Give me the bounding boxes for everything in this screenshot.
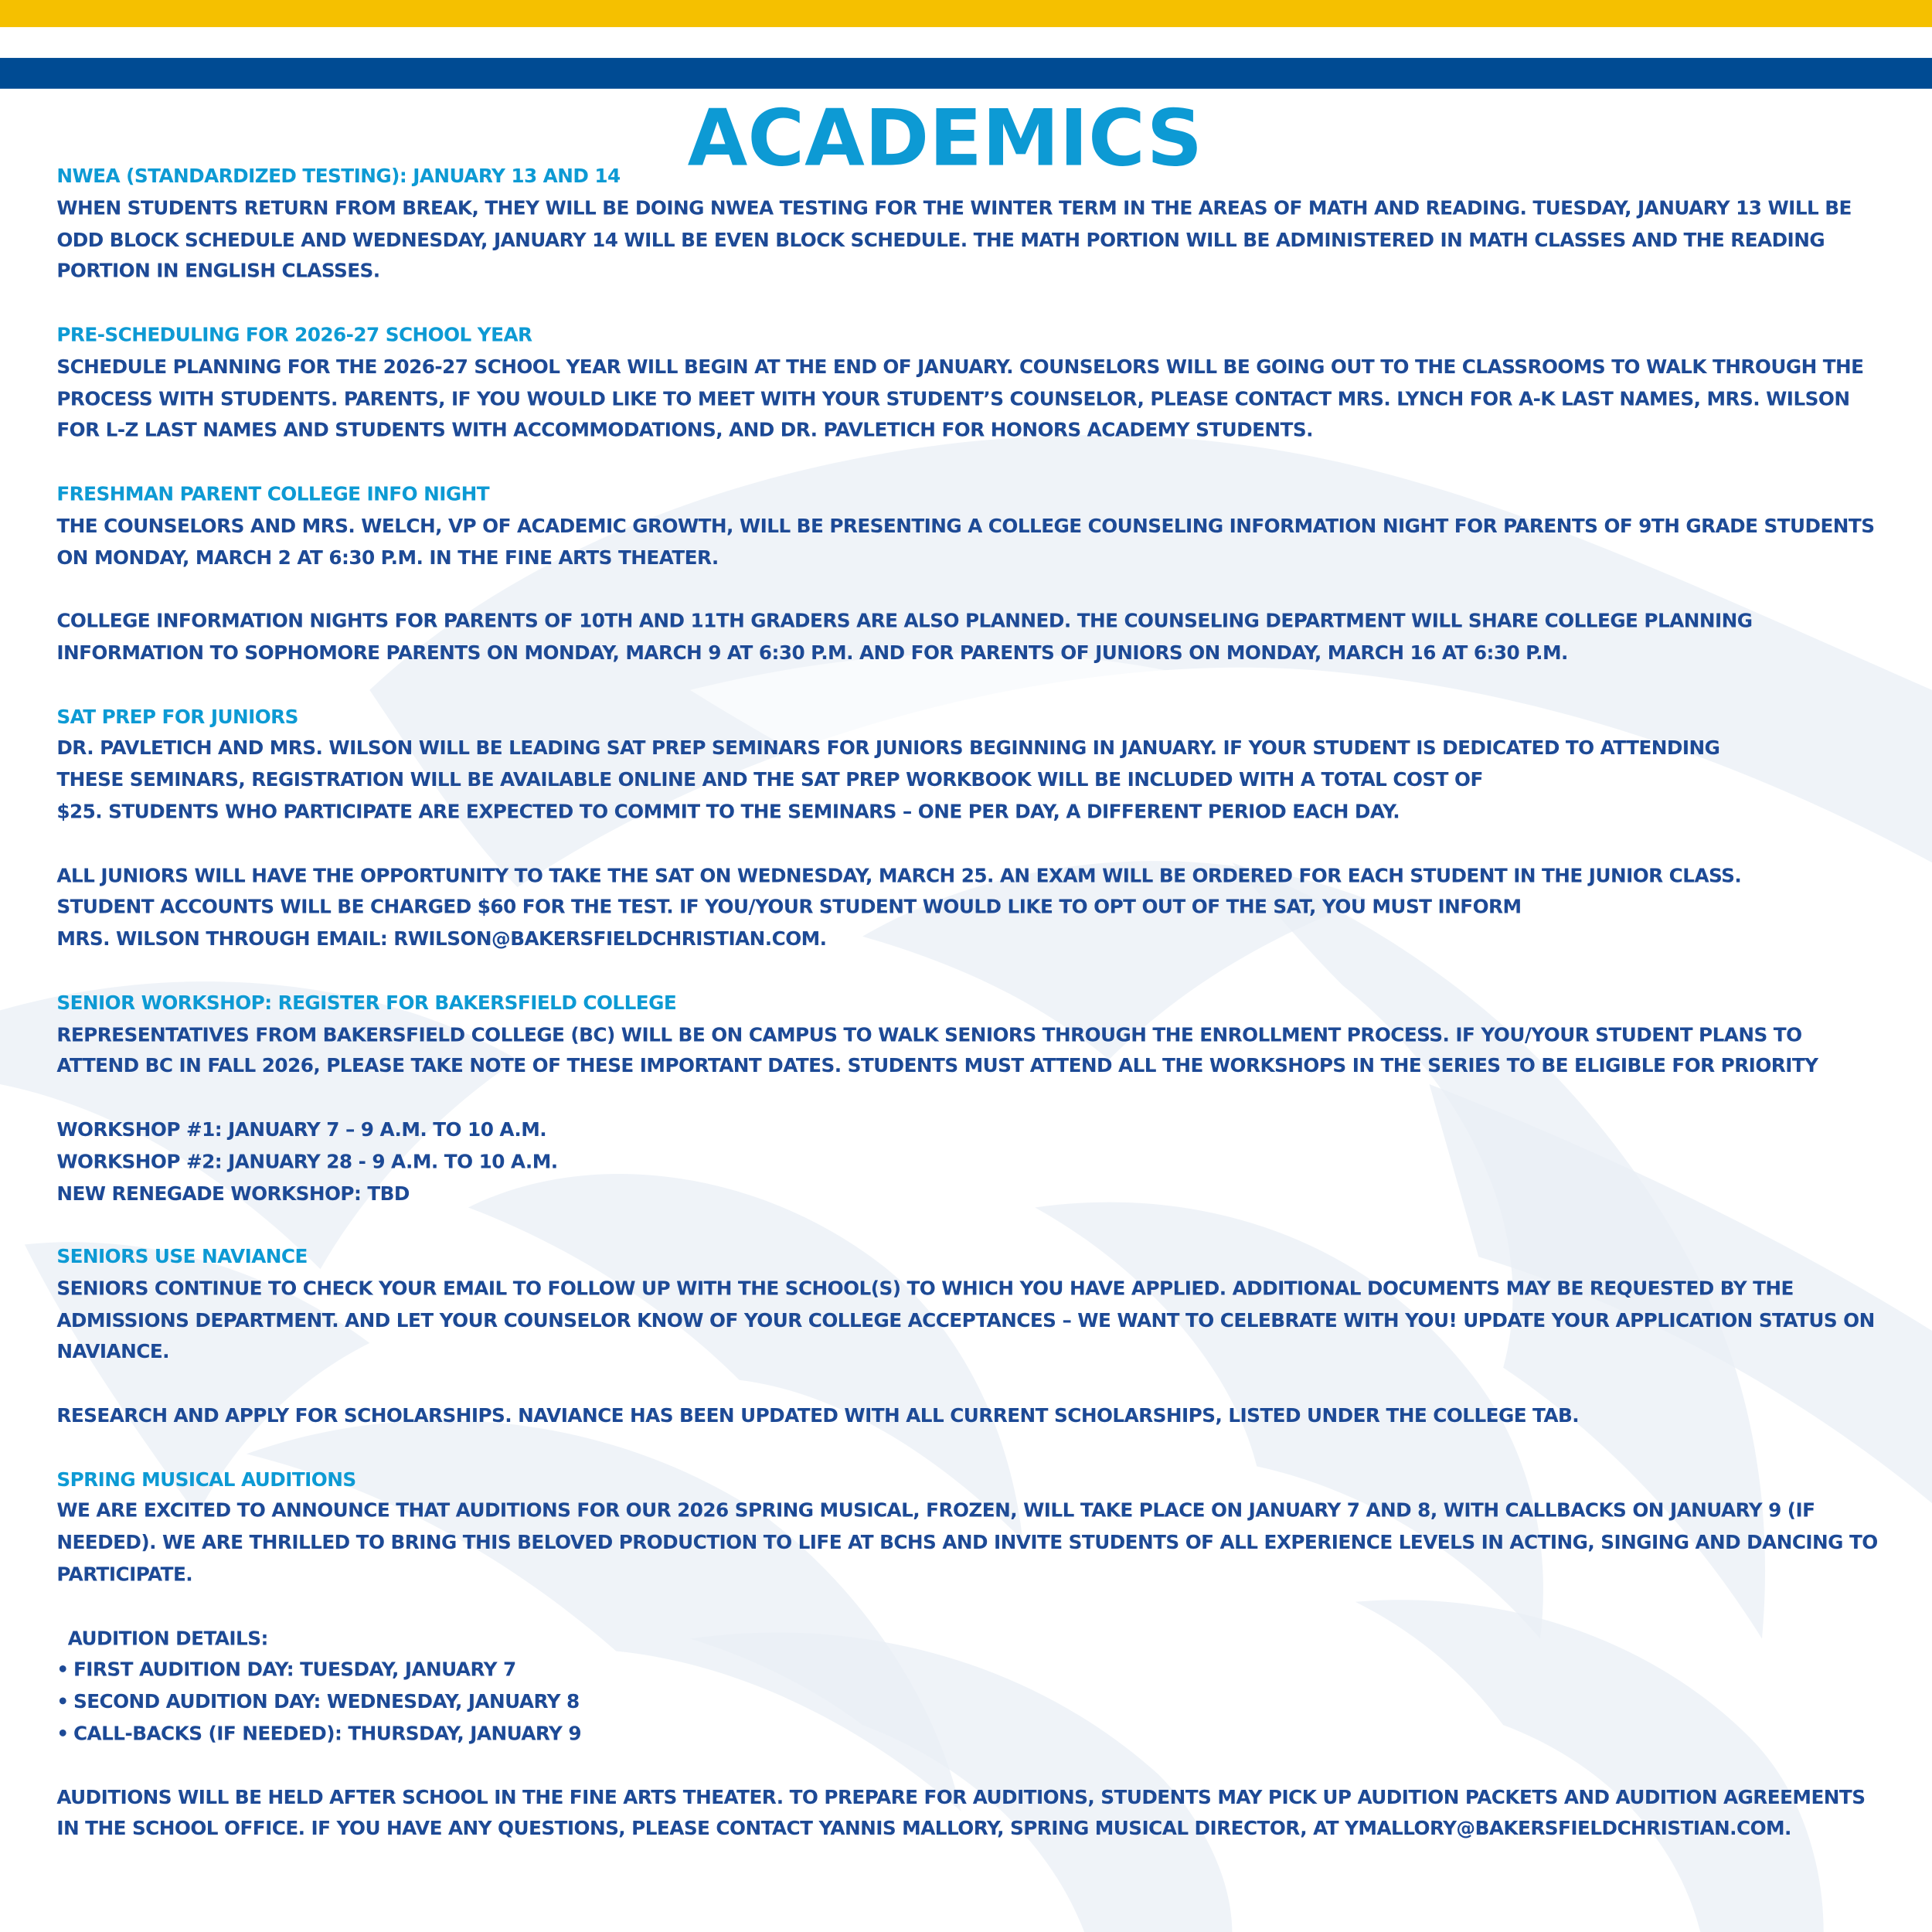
audition-details-list xyxy=(56,1655,1880,1750)
spacer xyxy=(56,288,1880,320)
audition-detail-text: SECOND AUDITION DAY: WEDNESDAY, JANUARY 8 xyxy=(73,1690,580,1713)
audition-details-label: AUDITION DETAILS: xyxy=(67,1627,268,1650)
senior-workshop-body: REPRESENTATIVES FROM BAKERSFIELD COLLEGE (BC) WILL BE ON CAMPUS TO WALK SENIORS THROUGH THE ENROLLMENT PROCESS. IF YOU/YOUR STUDENT PLANS TO ATTEND BC IN FALL 2026, PLEASE TAKE NOTE OF THESE IMPORTANT DATES. STUDENTS MUST ATTEND ALL THE WORKSHOPS IN THE SERIES TO BE ELIGIBLE FOR PRIORITY xyxy=(56,1023,1818,1077)
audition-detail-text: CALL-BACKS (IF NEEDED): THURSDAY, JANUARY 9 xyxy=(73,1723,582,1745)
section-heading-musical: SPRING MUSICAL AUDITIONS xyxy=(56,1468,356,1491)
sat-body-1-line-3: $25. STUDENTS WHO PARTICIPATE ARE EXPECTED TO COMMIT TO THE SEMINARS – ONE PER DAY, A DIFFERENT PERIOD EACH DAY. xyxy=(56,801,1400,823)
sat-body-1-line-2: THESE SEMINARS, REGISTRATION WILL BE AVAILABLE ONLINE AND THE SAT PREP WORKBOOK WILL BE INCLUDED WITH A TOTAL COST OF xyxy=(56,769,1483,791)
sat-body-1-line-1: DR. PAVLETICH AND MRS. WILSON WILL BE LEADING SAT PREP SEMINARS FOR JUNIORS BEGINNING IN JANUARY. IF YOUR STUDENT IS DEDICATED TO ATTENDING xyxy=(56,736,1720,760)
workshop-item: NEW RENEGADE WORKSHOP: TBD xyxy=(56,1182,410,1205)
spacer xyxy=(56,447,1880,479)
section-heading-freshman: FRESHMAN PARENT COLLEGE INFO NIGHT xyxy=(56,482,490,505)
bullet-icon: • xyxy=(56,1690,69,1713)
spacer xyxy=(56,1433,1880,1464)
list-item xyxy=(56,1719,1880,1750)
bullet-icon: • xyxy=(56,1723,69,1745)
section-heading-naviance: SENIORS USE NAVIANCE xyxy=(56,1246,308,1268)
sat-body-2-line-3: MRS. WILSON THROUGH EMAIL: RWILSON@BAKERSFIELDCHRISTIAN.COM. xyxy=(56,927,827,951)
sat-body-2-line-1: ALL JUNIORS WILL HAVE THE OPPORTUNITY TO TAKE THE SAT ON WEDNESDAY, MARCH 25. AN EXAM WILL BE ORDERED FOR EACH STUDENT IN THE JUNIOR CLASS. xyxy=(56,864,1742,887)
gold-stripe xyxy=(0,0,1932,27)
page-title: ACADEMICS xyxy=(687,94,1203,184)
list-item xyxy=(56,1687,1880,1719)
freshman-body-2: COLLEGE INFORMATION NIGHTS FOR PARENTS OF 10TH AND 11TH GRADERS ARE ALSO PLANNED. THE COUNSELING DEPARTMENT WILL SHARE COLLEGE PLANNING INFORMATION TO SOPHOMORE PARENTS ON MONDAY, MARCH 9 AT 6:30 P.M. AND FOR PARENTS OF JUNIORS ON MONDAY, MARCH 16 AT 6:30 P.M. xyxy=(56,610,1753,665)
section-heading-nwea: NWEA (STANDARDIZED TESTING): JANUARY 13 AND 14 xyxy=(56,165,621,188)
spacer xyxy=(56,1369,1880,1401)
spacer xyxy=(56,829,1880,861)
section-heading-prescheduling: PRE-SCHEDULING FOR 2026-27 SCHOOL YEAR xyxy=(56,324,532,346)
nwea-body: WHEN STUDENTS RETURN FROM BREAK, THEY WILL BE DOING NWEA TESTING FOR THE WINTER TERM IN THE AREAS OF MATH AND READING. TUESDAY, JANUARY 13 WILL BE ODD BLOCK SCHEDULE AND WEDNESDAY, JANUARY 14 WILL BE EVEN BLOCK SCHEDULE. THE MATH PORTION WILL BE ADMINISTERED IN MATH CLASSES AND THE READING PORTION IN ENGLISH CLASSES. xyxy=(56,196,1852,283)
spacer xyxy=(56,1210,1880,1242)
spacer xyxy=(56,670,1880,702)
prescheduling-body: SCHEDULE PLANNING FOR THE 2026-27 SCHOOL YEAR WILL BEGIN AT THE END OF JANUARY. COUNSELORS WILL BE GOING OUT TO THE CLASSROOMS TO WALK THROUGH THE PROCESS WITH STUDENTS. PARENTS, IF YOU WOULD LIKE TO MEET WITH YOUR STUDENT’S COUNSELOR, PLEASE CONTACT MRS. LYNCH FOR A-K LAST NAMES, MRS. WILSON FOR L-Z LAST NAMES AND STUDENTS WITH ACCOMMODATIONS, AND DR. PAVLETICH FOR HONORS ACADEMY STUDENTS. xyxy=(56,355,1864,442)
sat-body-2-line-2: STUDENT ACCOUNTS WILL BE CHARGED $60 FOR THE TEST. IF YOU/YOUR STUDENT WOULD LIKE TO OPT OUT OF THE SAT, YOU MUST INFORM xyxy=(56,896,1522,919)
spacer xyxy=(56,1750,1880,1782)
naviance-body-2: RESEARCH AND APPLY FOR SCHOLARSHIPS. NAVIANCE HAS BEEN UPDATED WITH ALL CURRENT SCHOLARSHIPS, LISTED UNDER THE COLLEGE TAB. xyxy=(56,1404,1580,1427)
musical-body-2: AUDITIONS WILL BE HELD AFTER SCHOOL IN THE FINE ARTS THEATER. TO PREPARE FOR AUDITIONS, STUDENTS MAY PICK UP AUDITION PACKETS AND AUDITION AGREEMENTS IN THE SCHOOL OFFICE. IF YOU HAVE ANY QUESTIONS, PLEASE CONTACT YANNIS MALLORY, SPRING MUSICAL DIRECTOR, AT YMALLORY@BAKERSFIELDCHRISTIAN.COM. xyxy=(56,1786,1866,1841)
spacer xyxy=(56,1592,1880,1624)
spacer xyxy=(56,1083,1880,1115)
list-item xyxy=(56,1655,1880,1687)
navy-stripe xyxy=(0,58,1932,89)
naviance-body-1: SENIORS CONTINUE TO CHECK YOUR EMAIL TO FOLLOW UP WITH THE SCHOOL(S) TO WHICH YOU HAVE APPLIED. ADDITIONAL DOCUMENTS MAY BE REQUESTED BY THE ADMISSIONS DEPARTMENT. AND LET YOUR COUNSELOR KNOW OF YOUR COLLEGE ACCEPTANCES – WE WANT TO CELEBRATE WITH YOU! UPDATE YOUR APPLICATION STATUS ON NAVIANCE. xyxy=(56,1277,1875,1364)
workshop-item: WORKSHOP #1: JANUARY 7 – 9 A.M. TO 10 A.M. xyxy=(56,1118,547,1141)
workshop-item: WORKSHOP #2: JANUARY 28 - 9 A.M. TO 10 A.M. xyxy=(56,1150,558,1173)
freshman-body-1: THE COUNSELORS AND MRS. WELCH, VP OF ACADEMIC GROWTH, WILL BE PRESENTING A COLLEGE COUNSELING INFORMATION NIGHT FOR PARENTS OF 9TH GRADE STUDENTS ON MONDAY, MARCH 2 AT 6:30 P.M. IN THE FINE ARTS THEATER. xyxy=(56,515,1875,569)
content-body xyxy=(56,162,1880,1846)
spacer xyxy=(56,575,1880,607)
audition-detail-text: FIRST AUDITION DAY: TUESDAY, JANUARY 7 xyxy=(73,1658,516,1682)
spacer xyxy=(56,956,1880,988)
section-heading-sat: SAT PREP FOR JUNIORS xyxy=(56,705,298,728)
musical-body-1: WE ARE EXCITED TO ANNOUNCE THAT AUDITIONS FOR OUR 2026 SPRING MUSICAL, FROZEN, WILL TAKE PLACE ON JANUARY 7 AND 8, WITH CALLBACKS ON JANUARY 9 (IF NEEDED). WE ARE THRILLED TO BRING THIS BELOVED PRODUCTION TO LIFE AT BCHS AND INVITE STUDENTS OF ALL EXPERIENCE LEVELS IN ACTING, SINGING AND DANCING TO PARTICIPATE. xyxy=(56,1500,1878,1587)
bullet-icon: • xyxy=(56,1658,69,1682)
section-heading-senior-workshop: SENIOR WORKSHOP: REGISTER FOR BAKERSFIELD COLLEGE xyxy=(56,992,677,1014)
